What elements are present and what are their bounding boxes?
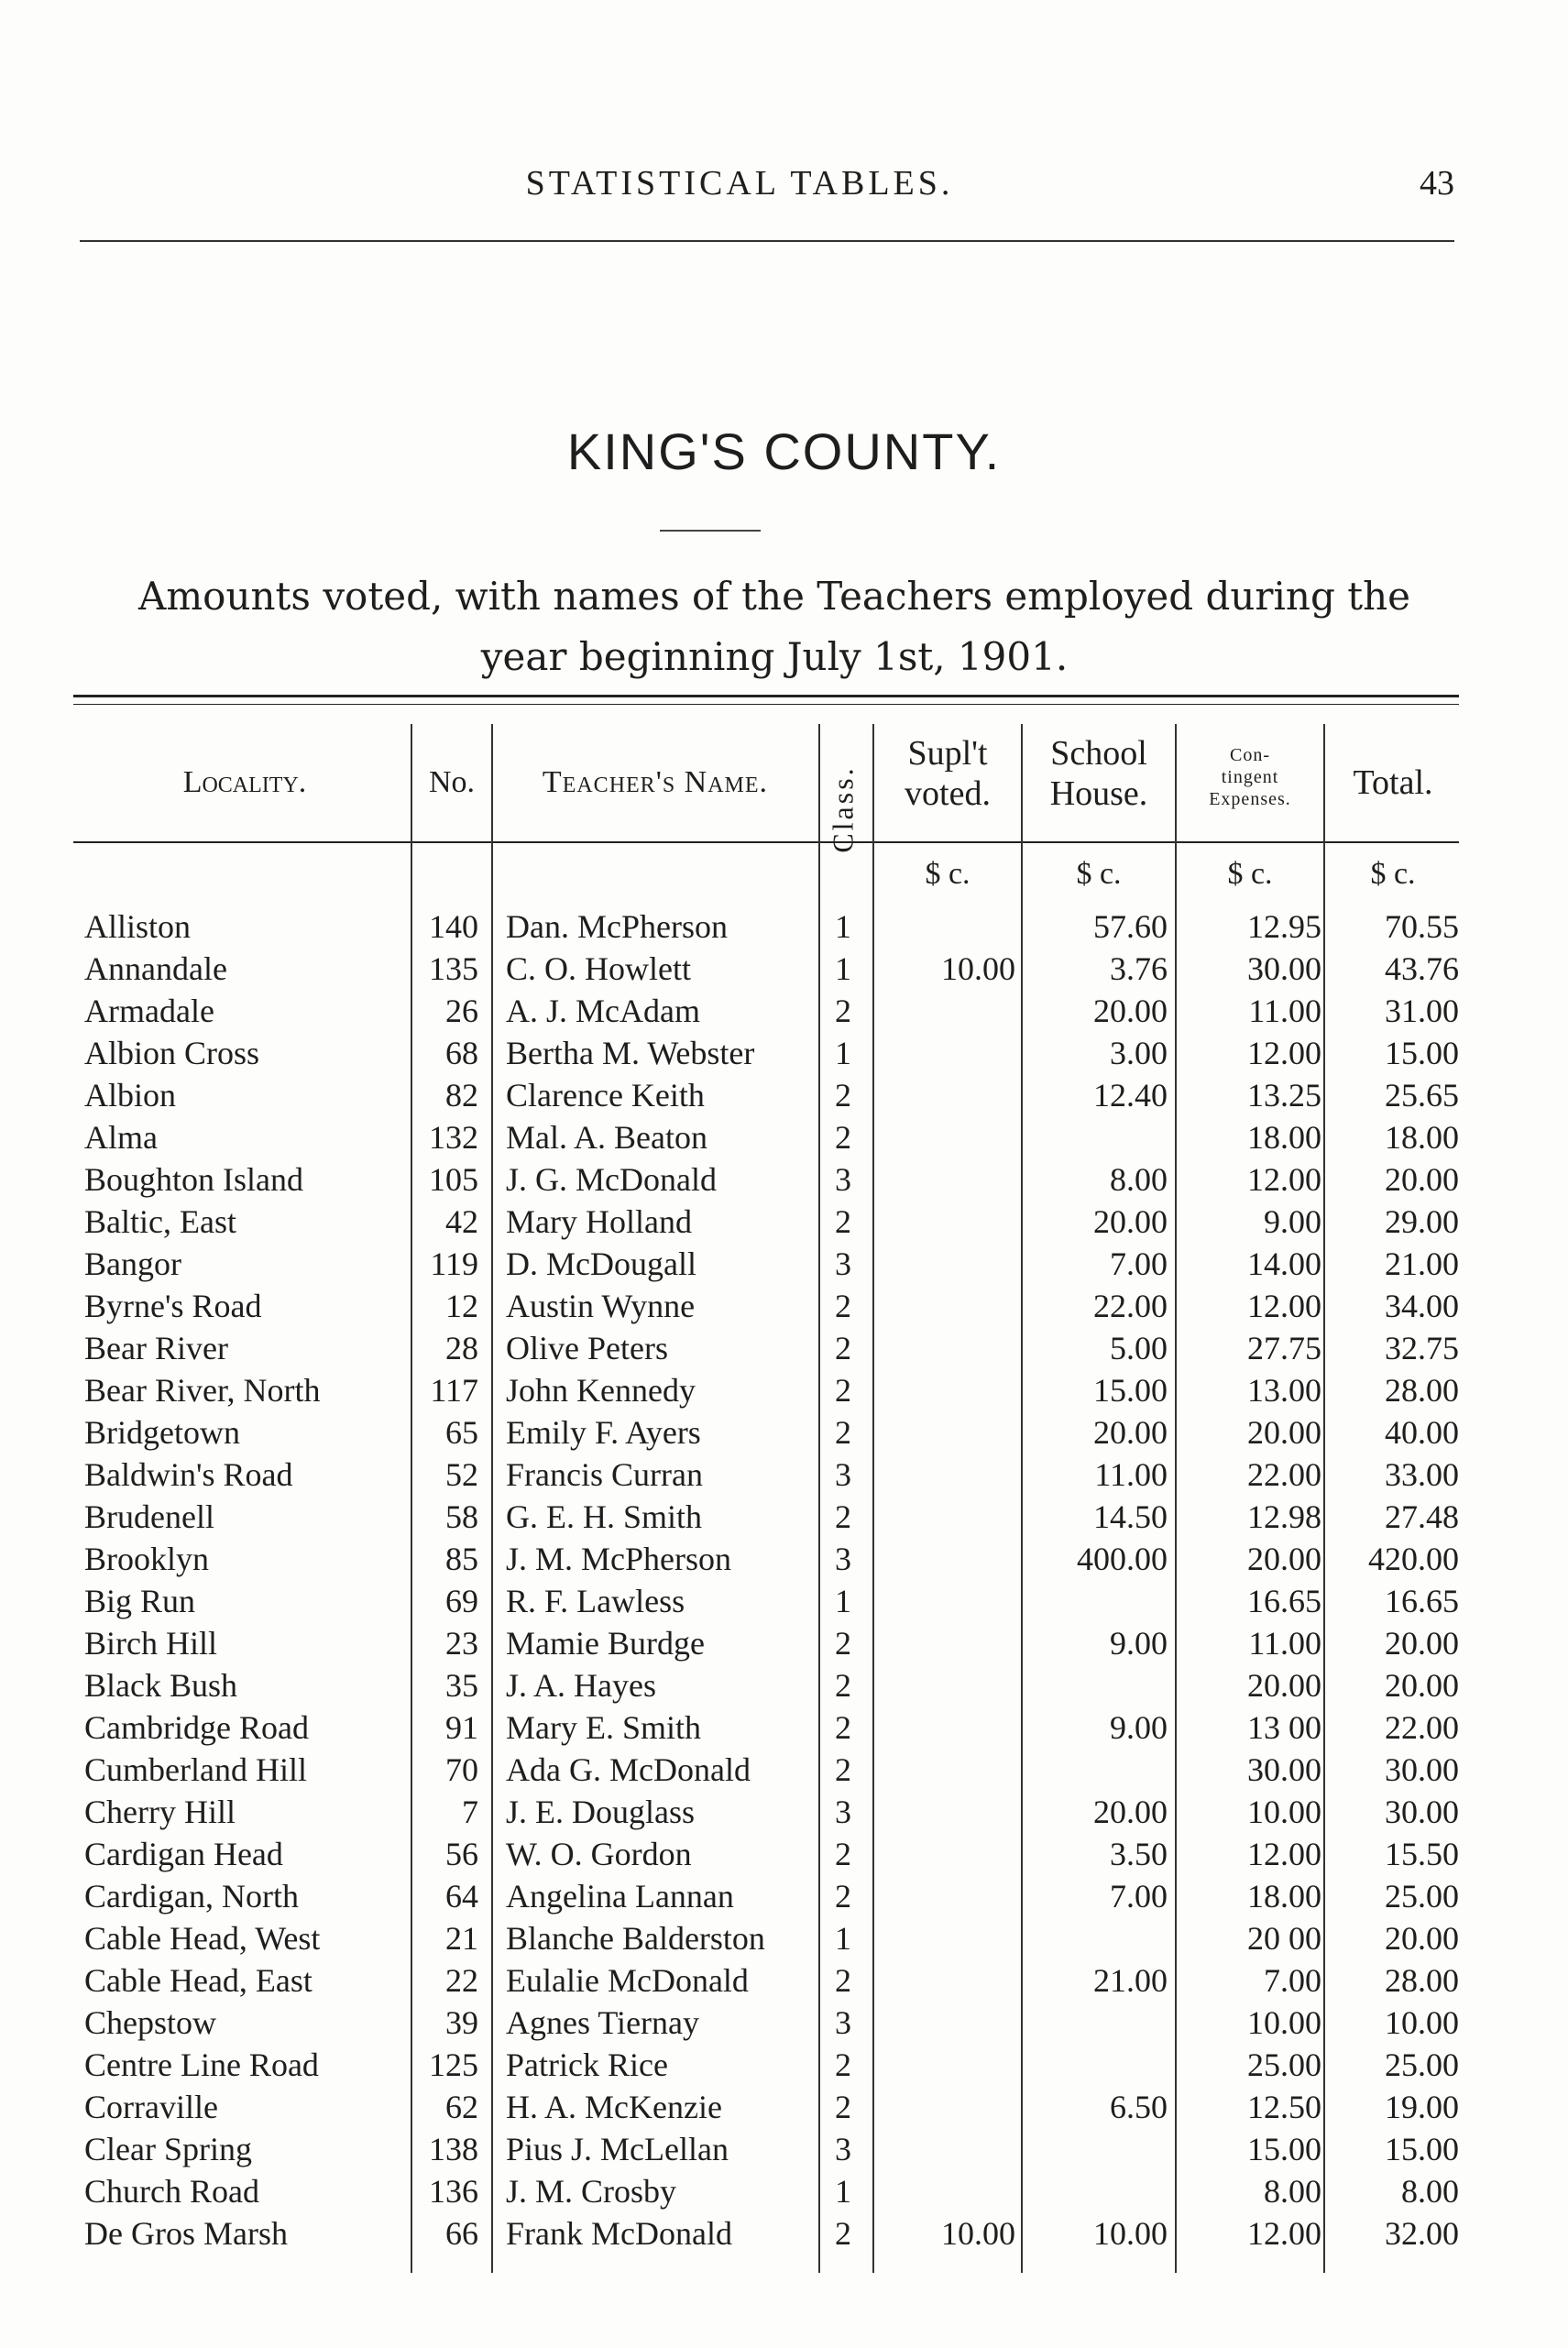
contingent-cell: 13.25 [1247,1077,1321,1114]
locality-cell: Centre Line Road [84,2046,319,2083]
column-header-total: Total. [1353,763,1433,802]
school-house-cell: 6.50 [1110,2089,1168,2125]
locality-cell: Bridgetown [84,1414,240,1451]
teacher-name-cell: Olive Peters [506,1330,668,1366]
contingent-cell: 15.00 [1247,2131,1321,2167]
total-cell: 20.00 [1385,1920,1459,1957]
class-cell: 2 [835,1372,851,1409]
class-cell: 1 [835,1035,851,1071]
school-house-cell: 21.00 [1093,1962,1168,1999]
locality-cell: Cable Head, East [84,1962,313,1999]
contingent-cell: 14.00 [1247,1245,1321,1282]
total-cell: 8.00 [1401,2173,1459,2210]
number-cell: 58 [445,1498,478,1535]
class-cell: 2 [835,1203,851,1240]
total-cell: 25.00 [1385,1878,1459,1915]
number-cell: 42 [445,1203,478,1240]
class-cell: 3 [835,2004,851,2041]
school-house-cell: 400.00 [1077,1541,1168,1577]
contingent-cell: 12.98 [1247,1498,1321,1535]
teacher-name-cell: Mal. A. Beaton [506,1119,707,1156]
table-row [0,1369,1568,1411]
locality-cell: Cumberland Hill [84,1751,307,1788]
locality-cell: Alma [84,1119,158,1156]
teacher-name-cell: J. M. McPherson [506,1541,732,1577]
table-row [0,1622,1568,1664]
class-cell: 1 [835,908,851,945]
contingent-cell: 12.00 [1247,2215,1321,2252]
contingent-cell: 13.00 [1247,1372,1321,1409]
table-row [0,1706,1568,1749]
school-house-cell: 20.00 [1093,993,1168,1029]
class-cell: 3 [835,1541,851,1577]
school-house-cell: 11.00 [1094,1456,1168,1493]
class-cell: 2 [835,1667,851,1704]
total-cell: 30.00 [1385,1794,1459,1830]
contingent-cell: 10.00 [1247,2004,1321,2041]
teacher-name-cell: J. E. Douglass [506,1794,695,1830]
unit-school: $ c. [1076,857,1122,891]
teacher-name-cell: Frank McDonald [506,2215,732,2252]
number-cell: 7 [462,1794,478,1830]
teacher-name-cell: W. O. Gordon [506,1836,692,1872]
number-cell: 62 [445,2089,478,2125]
teacher-name-cell: H. A. McKenzie [506,2089,722,2125]
locality-cell: Brudenell [84,1498,214,1535]
total-cell: 33.00 [1385,1456,1459,1493]
teacher-name-cell: Emily F. Ayers [506,1414,701,1451]
table-row [0,1285,1568,1327]
locality-cell: Brooklyn [84,1541,210,1577]
total-cell: 70.55 [1385,908,1459,945]
table-row [0,1411,1568,1454]
total-cell: 420.00 [1368,1541,1459,1577]
column-header-school-line2: House. [1049,774,1148,813]
table-row [0,1664,1568,1706]
locality-cell: Annandale [84,950,227,987]
class-cell: 2 [835,1288,851,1324]
locality-cell: Cardigan Head [84,1836,283,1872]
school-house-cell: 22.00 [1093,1288,1168,1324]
locality-cell: Cardigan, North [84,1878,299,1915]
table-top-rule [73,695,1459,697]
table-row [0,2170,1568,2212]
number-cell: 12 [445,1288,478,1324]
table-row [0,1032,1568,1074]
class-cell: 1 [835,950,851,987]
teacher-name-cell: Bertha M. Webster [506,1035,755,1071]
total-cell: 20.00 [1385,1667,1459,1704]
locality-cell: Black Bush [84,1667,237,1704]
class-cell: 3 [835,1794,851,1830]
contingent-cell: 18.00 [1247,1878,1321,1915]
number-cell: 28 [445,1330,478,1366]
intro-line-2: year beginning July 1st, 1901. [480,634,1069,679]
class-cell: 1 [835,1920,851,1957]
number-cell: 69 [445,1583,478,1619]
school-house-cell: 57.60 [1093,908,1168,945]
school-house-cell: 3.76 [1110,950,1168,987]
locality-cell: Alliston [84,908,192,945]
class-cell: 2 [835,2089,851,2125]
table-row [0,1959,1568,2002]
number-cell: 70 [445,1751,478,1788]
column-header-cont-line2: tingent [1221,767,1279,787]
locality-cell: Boughton Island [84,1161,303,1198]
column-header-no: No. [428,765,476,799]
total-cell: 15.00 [1385,2131,1459,2167]
teacher-name-cell: Agnes Tiernay [506,2004,700,2041]
column-header-supl-line2: voted. [905,774,991,813]
table-row [0,1116,1568,1158]
contingent-cell: 12.50 [1247,2089,1321,2125]
running-title: STATISTICAL TABLES. [525,164,954,203]
table-top-rule-thin [73,704,1459,705]
number-cell: 136 [429,2173,478,2210]
table-row [0,1074,1568,1116]
number-cell: 125 [429,2046,478,2083]
locality-cell: Baltic, East [84,1203,236,1240]
table-row [0,1749,1568,1791]
total-cell: 16.65 [1385,1583,1459,1619]
school-house-cell: 7.00 [1110,1245,1168,1282]
number-cell: 23 [445,1625,478,1662]
contingent-cell: 9.00 [1264,1203,1321,1240]
teacher-name-cell: Blanche Balderston [506,1920,765,1957]
teacher-name-cell: Patrick Rice [506,2046,668,2083]
teacher-name-cell: Eulalie McDonald [506,1962,749,1999]
total-cell: 20.00 [1385,1625,1459,1662]
locality-cell: Cable Head, West [84,1920,321,1957]
contingent-cell: 8.00 [1264,2173,1321,2210]
total-cell: 32.00 [1385,2215,1459,2252]
total-cell: 30.00 [1385,1751,1459,1788]
class-cell: 2 [835,1962,851,1999]
teacher-name-cell: J. G. McDonald [506,1161,717,1198]
class-cell: 1 [835,2173,851,2210]
table-row [0,1496,1568,1538]
teacher-name-cell: C. O. Howlett [506,950,691,987]
locality-cell: Clear Spring [84,2131,252,2167]
total-cell: 21.00 [1385,1245,1459,1282]
locality-cell: Armadale [84,993,214,1029]
class-cell: 2 [835,1498,851,1535]
locality-cell: Church Road [84,2173,259,2210]
column-header-school-house [1025,733,1173,814]
contingent-cell: 11.00 [1248,1625,1321,1662]
class-cell: 2 [835,993,851,1029]
number-cell: 21 [445,1920,478,1957]
contingent-cell: 12.00 [1247,1035,1321,1071]
number-cell: 117 [430,1372,478,1409]
locality-cell: Bear River, North [84,1372,321,1409]
contingent-cell: 12.00 [1247,1836,1321,1872]
locality-cell: Corraville [84,2089,218,2125]
class-cell: 2 [835,1709,851,1746]
teacher-name-cell: Mamie Burdge [506,1625,705,1662]
table-row [0,1327,1568,1369]
column-header-contingent [1179,744,1321,810]
table-row [0,1158,1568,1201]
header-rule [80,240,1454,242]
column-header-locality: Locality. [182,765,307,799]
table-row [0,1201,1568,1243]
teacher-name-cell: Mary E. Smith [506,1709,701,1746]
contingent-cell: 13 00 [1247,1709,1321,1746]
teacher-name-cell: Mary Holland [506,1203,692,1240]
number-cell: 140 [429,908,478,945]
locality-cell: Albion Cross [84,1035,260,1071]
column-header-cont-line1: Con- [1230,745,1270,765]
class-cell: 2 [835,1414,851,1451]
class-cell: 2 [835,1625,851,1662]
total-cell: 18.00 [1385,1119,1459,1156]
contingent-cell: 30.00 [1247,950,1321,987]
contingent-cell: 20 00 [1247,1920,1321,1957]
table-row [0,990,1568,1032]
locality-cell: De Gros Marsh [84,2215,288,2252]
table-row [0,2128,1568,2170]
table-row [0,1791,1568,1833]
number-cell: 66 [445,2215,478,2252]
number-cell: 39 [445,2004,478,2041]
number-cell: 68 [445,1035,478,1071]
contingent-cell: 12.95 [1247,908,1321,945]
contingent-cell: 20.00 [1247,1667,1321,1704]
number-cell: 135 [429,950,478,987]
class-cell: 2 [835,2046,851,2083]
teacher-name-cell: Dan. McPherson [506,908,728,945]
unit-supl: $ c. [925,857,970,891]
number-cell: 138 [429,2131,478,2167]
number-cell: 105 [429,1161,478,1198]
locality-cell: Birch Hill [84,1625,217,1662]
school-house-cell: 20.00 [1093,1203,1168,1240]
title-rule [660,530,761,532]
teacher-name-cell: R. F. Lawless [506,1583,685,1619]
page-number: 43 [1420,164,1454,203]
contingent-cell: 22.00 [1247,1456,1321,1493]
contingent-cell: 25.00 [1247,2046,1321,2083]
supl-voted-cell: 10.00 [941,950,1015,987]
class-cell: 2 [835,1751,851,1788]
class-cell: 2 [835,1330,851,1366]
teacher-name-cell: Austin Wynne [506,1288,696,1324]
contingent-cell: 7.00 [1264,1962,1321,1999]
total-cell: 28.00 [1385,1372,1459,1409]
supl-voted-cell: 10.00 [941,2215,1015,2252]
table-row [0,1875,1568,1917]
number-cell: 132 [429,1119,478,1156]
contingent-cell: 27.75 [1247,1330,1321,1366]
number-cell: 56 [445,1836,478,1872]
locality-cell: Cambridge Road [84,1709,309,1746]
contingent-cell: 11.00 [1248,993,1321,1029]
class-cell: 1 [835,1583,851,1619]
total-cell: 29.00 [1385,1203,1459,1240]
running-head [80,163,1454,209]
table-row [0,948,1568,990]
table-row [0,2086,1568,2128]
number-cell: 65 [445,1414,478,1451]
total-cell: 43.76 [1385,950,1459,987]
contingent-cell: 20.00 [1247,1414,1321,1451]
locality-cell: Big Run [84,1583,196,1619]
teacher-name-cell: Angelina Lannan [506,1878,734,1915]
number-cell: 119 [430,1245,478,1282]
number-cell: 85 [445,1541,478,1577]
table-row [0,2212,1568,2255]
table-row [0,1917,1568,1959]
school-house-cell: 5.00 [1110,1330,1168,1366]
table-row [0,1243,1568,1285]
total-cell: 40.00 [1385,1414,1459,1451]
column-header-teacher: Teacher's Name. [542,765,769,799]
locality-cell: Bangor [84,1245,181,1282]
locality-cell: Albion [84,1077,177,1114]
school-house-cell: 20.00 [1093,1414,1168,1451]
total-cell: 27.48 [1385,1498,1459,1535]
table-row [0,2002,1568,2044]
unit-contingent: $ c. [1227,857,1273,891]
number-cell: 35 [445,1667,478,1704]
table-row [0,1580,1568,1622]
class-cell: 3 [835,1161,851,1198]
total-cell: 10.00 [1385,2004,1459,2041]
total-cell: 28.00 [1385,1962,1459,1999]
column-header-cont-line3: Expenses. [1209,789,1291,809]
contingent-cell: 16.65 [1247,1583,1321,1619]
school-house-cell: 7.00 [1110,1878,1168,1915]
school-house-cell: 20.00 [1093,1794,1168,1830]
class-cell: 3 [835,2131,851,2167]
table-row [0,905,1568,948]
number-cell: 26 [445,993,478,1029]
teacher-name-cell: D. McDougall [506,1245,696,1282]
table-header-rule [73,841,1459,843]
number-cell: 22 [445,1962,478,1999]
number-cell: 91 [445,1709,478,1746]
total-cell: 25.65 [1385,1077,1459,1114]
intro-text [73,566,1475,687]
total-cell: 20.00 [1385,1161,1459,1198]
contingent-cell: 30.00 [1247,1751,1321,1788]
total-cell: 19.00 [1385,2089,1459,2125]
column-header-supl-line1: Supl't [907,734,988,773]
class-cell: 2 [835,1077,851,1114]
contingent-cell: 10.00 [1247,1794,1321,1830]
column-header-class [820,741,866,878]
teacher-name-cell: J. A. Hayes [506,1667,656,1704]
school-house-cell: 9.00 [1110,1709,1168,1746]
class-cell: 2 [835,1878,851,1915]
school-house-cell: 3.00 [1110,1035,1168,1071]
school-house-cell: 10.00 [1093,2215,1168,2252]
school-house-cell: 8.00 [1110,1161,1168,1198]
school-house-cell: 3.50 [1110,1836,1168,1872]
teacher-name-cell: Clarence Keith [506,1077,705,1114]
contingent-cell: 20.00 [1247,1541,1321,1577]
school-house-cell: 15.00 [1093,1372,1168,1409]
school-house-cell: 12.40 [1093,1077,1168,1114]
class-cell: 2 [835,1119,851,1156]
teacher-name-cell: J. M. Crosby [506,2173,677,2210]
total-cell: 25.00 [1385,2046,1459,2083]
total-cell: 15.50 [1385,1836,1459,1872]
unit-total: $ c. [1370,857,1416,891]
table-row [0,1833,1568,1875]
locality-cell: Bear River [84,1330,228,1366]
contingent-cell: 12.00 [1247,1161,1321,1198]
number-cell: 82 [445,1077,478,1114]
school-house-cell: 14.50 [1093,1498,1168,1535]
class-cell: 3 [835,1245,851,1282]
teacher-name-cell: Pius J. McLellan [506,2131,729,2167]
teacher-name-cell: Ada G. McDonald [506,1751,751,1788]
class-cell: 2 [835,2215,851,2252]
section-title: KING'S COUNTY. [566,422,1002,480]
total-cell: 34.00 [1385,1288,1459,1324]
teacher-name-cell: Francis Curran [506,1456,703,1493]
column-header-school-line1: School [1050,734,1147,773]
class-cell: 2 [835,1836,851,1872]
school-house-cell: 9.00 [1110,1625,1168,1662]
column-header-supl [876,733,1019,814]
table-row [0,1454,1568,1496]
locality-cell: Chepstow [84,2004,216,2041]
number-cell: 64 [445,1878,478,1915]
teacher-name-cell: G. E. H. Smith [506,1498,703,1535]
teacher-name-cell: A. J. McAdam [506,993,700,1029]
locality-cell: Byrne's Road [84,1288,262,1324]
contingent-cell: 12.00 [1247,1288,1321,1324]
column-header-class-label: Class. [826,765,860,853]
teacher-name-cell: John Kennedy [506,1372,696,1409]
table-row [0,2044,1568,2086]
number-cell: 52 [445,1456,478,1493]
intro-line-1: Amounts voted, with names of the Teachers employed during the [138,574,1410,619]
total-cell: 32.75 [1385,1330,1459,1366]
table-row [0,1538,1568,1580]
total-cell: 22.00 [1385,1709,1459,1746]
total-cell: 31.00 [1385,993,1459,1029]
total-cell: 15.00 [1385,1035,1459,1071]
locality-cell: Baldwin's Road [84,1456,293,1493]
class-cell: 3 [835,1456,851,1493]
contingent-cell: 18.00 [1247,1119,1321,1156]
locality-cell: Cherry Hill [84,1794,236,1830]
